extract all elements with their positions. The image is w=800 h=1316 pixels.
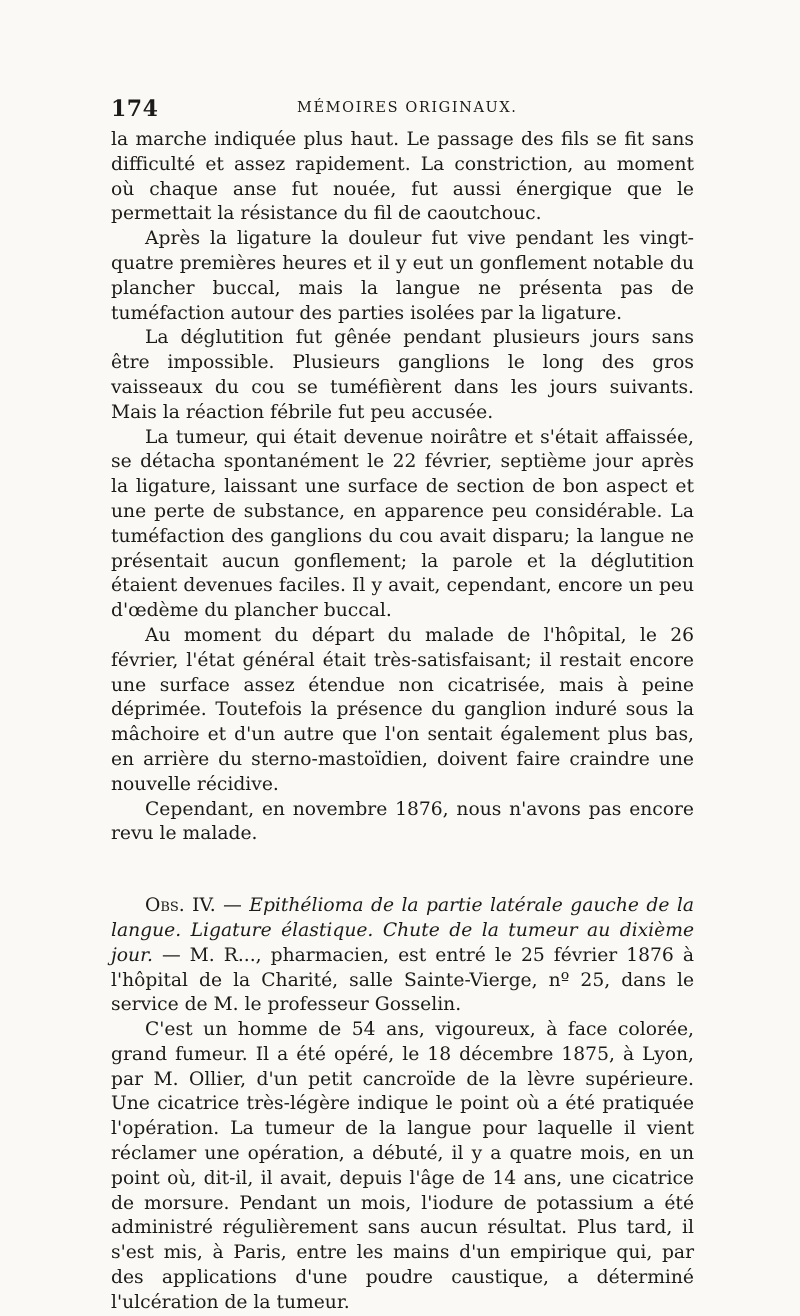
observation-intro: — M. R..., pharmacien, est entré le 25 février 1876 à l'hôpital de la Charité, salle Sainte-Vierge, nº 25, dans le service de M. le professeur Gosselin. bbox=[111, 944, 694, 1016]
observation-label: Obs. IV. bbox=[145, 895, 216, 917]
observation-heading bbox=[111, 894, 694, 1018]
body-text bbox=[111, 128, 694, 1316]
paragraph-follow-up: Cependant, en novembre 1876, nous n'avons pas encore revu le malade. bbox=[111, 798, 694, 845]
paragraph-discharge: Au moment du départ du malade de l'hôpital, le 26 février, l'état général était très-satisfaisant; il restait encore une surface assez étendue non cicatrisée, mais à peine déprimée. Toutefois la présence du ganglion induré sous la mâchoire et d'un autre que l'on sentait également plus bas, en arrière du sterno-mastoïdien, doivent faire craindre une nouvelle récidive. bbox=[111, 624, 694, 795]
paragraph-patient-history: C'est un homme de 54 ans, vigoureux, à face colorée, grand fumeur. Il a été opéré, le 18 décembre 1875, à Lyon, par M. Ollier, d'un petit cancroïde de la lèvre supérieure. Une cicatrice très-légère indique le point où a été pratiquée l'opération. La tumeur de la langue pour laquelle il vient réclamer une opération, a débuté, il y a quatre mois, en un point où, dit-il, il avait, depuis l'âge de 14 ans, une cicatrice de morsure. Pendant un mois, l'iodure de potassium a été administré régulièrement sans aucun résultat. Plus tard, il s'est mis, à Paris, entre les mains d'un empirique qui, par des applications d'une poudre caustique, a déterminé l'ulcération de la tumeur. bbox=[111, 1019, 694, 1313]
paragraph-deglutition: La déglutition fut gênée pendant plusieurs jours sans être impossible. Plusieurs ganglions le long des gros vaisseaux du cou se tuméfièrent dans les jours suivants. Mais la réaction fébrile fut peu accusée. bbox=[111, 327, 694, 423]
paragraph-ligature-pain: Après la ligature la douleur fut vive pendant les vingt-quatre premières heures et il y eut un gonflement notable du plancher buccal, mais la langue ne présenta pas de tuméfaction autour des parties isolées par la ligature. bbox=[111, 228, 694, 324]
running-head bbox=[111, 96, 694, 122]
observation-title: Epithélioma de la partie latérale gauche de la langue. Ligature élastique. Chute de la tumeur au dixième jour. bbox=[111, 895, 694, 966]
paragraph-tumor-detachment: La tumeur, qui était devenue noirâtre et s'était affaissée, se détacha spontanément le 22 février, septième jour après la ligature, laissant une surface de section de bon aspect et une perte de substance, en apparence peu considérable. La tuméfaction des ganglions du cou avait disparu; la langue ne présentait aucun gonflement; la parole et la déglutition étaient devenues faciles. Il y avait, cependant, encore un peu d'œdème du plancher buccal. bbox=[111, 426, 694, 622]
observation-dash: — bbox=[215, 895, 250, 917]
page-number: 174 bbox=[111, 96, 159, 122]
running-title: MÉMOIRES ORIGINAUX. bbox=[297, 100, 518, 116]
paragraph-continuation: la marche indiquée plus haut. Le passage des fils se fit sans difficulté et assez rapidement. La constriction, au moment où chaque anse fut nouée, fut aussi énergique que le permettait la résistance du fil de caoutchouc. bbox=[111, 129, 694, 225]
